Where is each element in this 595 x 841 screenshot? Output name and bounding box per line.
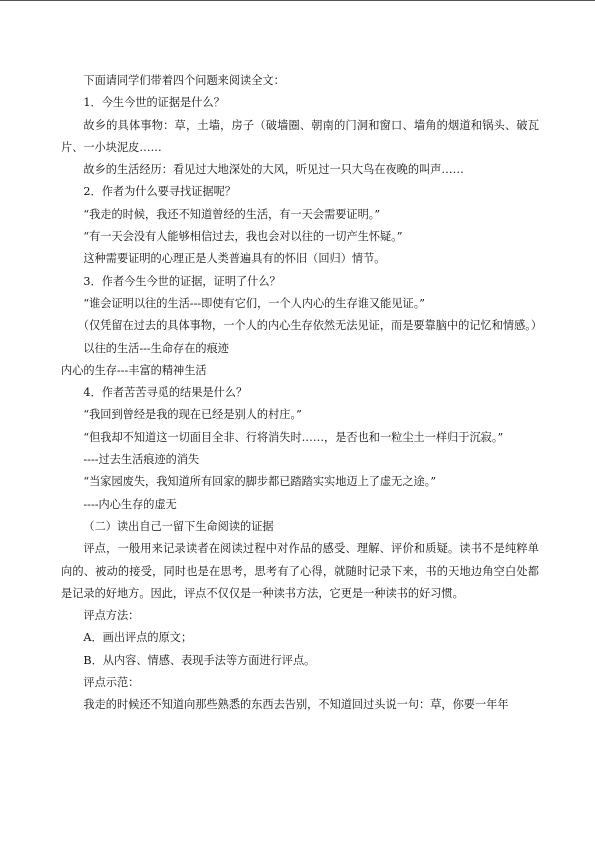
document-body [61,70,543,717]
answer-1-objects: 故乡的具体事物：草，土墙，房子（破墙圈、朝南的门洞和窗口、墙角的烟道和锅头、破瓦片、一小块泥皮…… [61,118,539,154]
quote-3: “谁会证明以往的生活---即使有它们，一个人内心的生存谁又能见证。” [83,296,426,310]
answer-4b: ----内心生存的虚无 [83,497,177,511]
answer-4a: ----过去生活痕迹的消失 [83,453,200,467]
page-top-border [0,0,595,1]
example-heading: 评点示范： [83,676,140,690]
quote-4a: “我回到曾经是我的现在已经是别人的村庄。” [83,408,302,422]
answer-3-past-life: 以往的生活---生命存在的痕迹 [83,341,229,355]
question-1: 1．今生今世的证据是什么？ [83,96,225,110]
quote-4b: “但我却不知道这一切面目全非、行将消失时……，是否也和一粒尘土一样归于沉寂。” [83,430,504,444]
quote-2b: “有一天会没有人能够相信过去，我也会对以往的一切产生怀疑。” [83,230,403,244]
quote-4c: “当家园废失，我知道所有回家的脚步都已踏踏实实地迈上了虚无之途。” [83,475,437,489]
answer-1-experiences: 故乡的生活经历：看见过大地深处的大风，听见过一只大鸟在夜晚的叫声…… [83,163,464,177]
answer-3-note: （仅凭留在过去的具体事物，一个人的内心生存依然无法见证，而是要靠脑中的记忆和情感。） [77,319,543,333]
method-heading: 评点方法： [83,609,140,623]
quote-2a: “我走的时候，我还不知道曾经的生活，有一天会需要证明。” [83,207,381,221]
question-2: 2．作者为什么要寻找证据呢？ [83,185,236,199]
example-text: 我走的时候还不知道向那些熟悉的东西去告别，不知道回过头说一句：草，你要一年年 [83,698,509,712]
method-a: A．画出评点的原文； [83,631,193,645]
annotation-paragraph: 评点，一般用来记录读者在阅读过程中对作品的感受、理解、评价和质疑。读书不是纯粹单向的、被动的接受，同时也是在思考，思考有了心得，就随时记录下来，书的天地边角空白处都是记录的好地方。因此，评点不仅仅是一种读书方法，它更是一种读书的好习惯。 [61,542,539,600]
question-3: 3．作者今生今世的证据，证明了什么？ [83,274,281,288]
answer-3-inner-life: 内心的生存---丰富的精神生活 [61,363,207,377]
question-4: 4．作者苦苦寻觅的结果是什么？ [83,386,248,400]
method-b: B．从内容、情感、表现手法等方面进行评点。 [83,653,316,667]
answer-2: 这种需要证明的心理正是人类普遍具有的怀旧（回归）情节。 [83,252,386,266]
section-2-heading: （二）读出自己一留下生命阅读的证据 [83,519,274,533]
intro-line: 下面请同学们带着四个问题来阅读全文： [83,74,285,87]
